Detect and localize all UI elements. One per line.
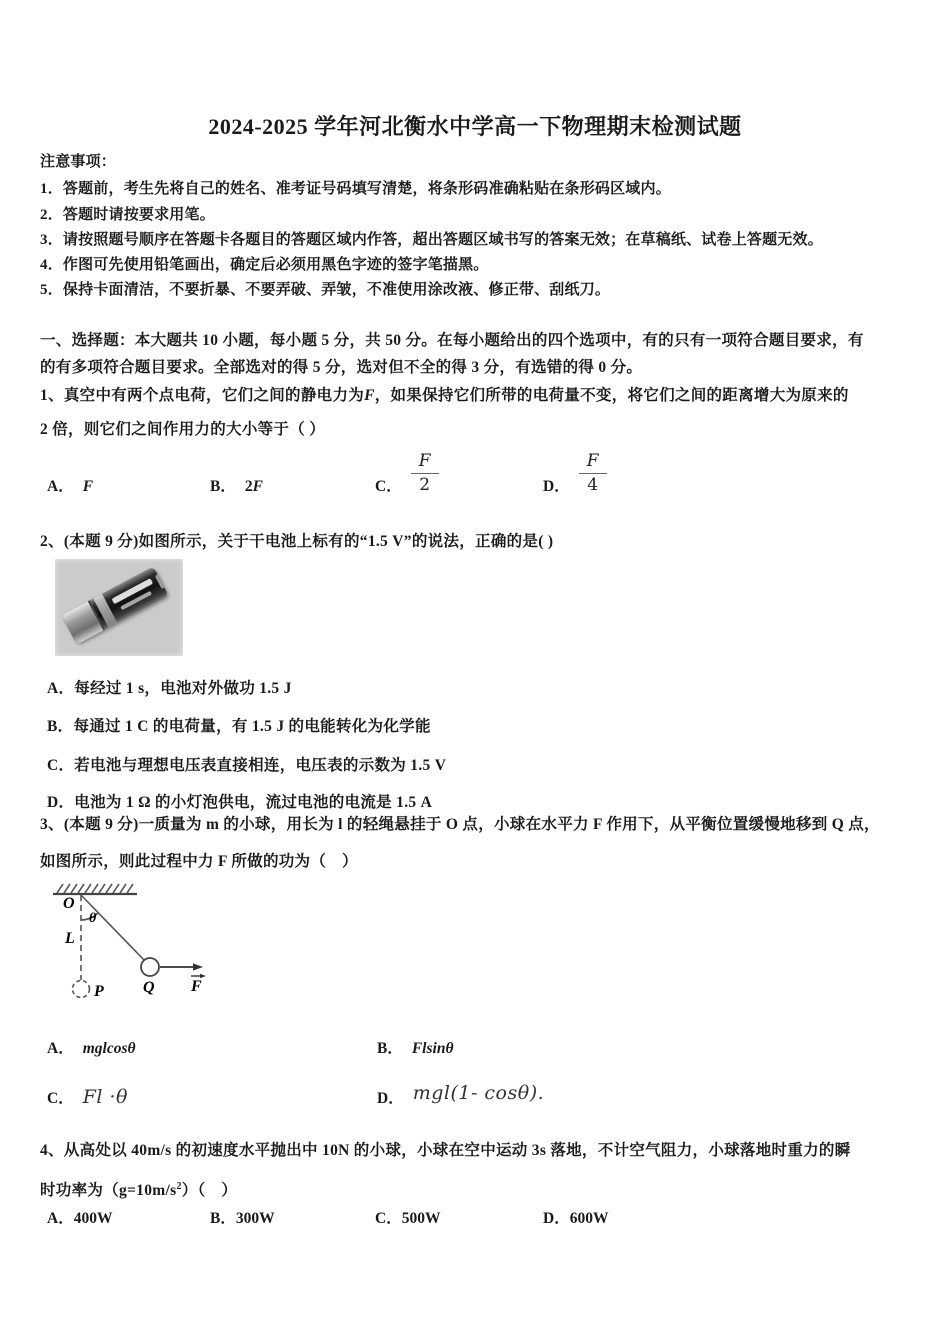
q1-option-d-letter: D． xyxy=(543,478,570,495)
notice-heading: 注意事项： xyxy=(40,154,117,170)
q4-stem-line2: 时功率为$(g=10m/s^2)$（ ） xyxy=(40,1180,238,1199)
section-heading-line2: 的有多项符合题目要求。全部选对的得 5 分，选对但不全的得 3 分，有选错的得 0 分。 xyxy=(40,359,643,376)
battery-photo xyxy=(55,559,183,656)
q3-stem-line2: 如图所示，则此过程中力 F 所做的功为（ ） xyxy=(40,853,358,870)
q1-stem-pre: 1、真空中有两个点电荷，它们之间的静电力为 xyxy=(40,387,365,404)
page-title: 2024-2025 学年河北衡水中学高一下物理期末检测试题 xyxy=(208,114,742,139)
q1-option-a xyxy=(47,474,93,496)
q3-figure-label-f: F xyxy=(191,978,202,995)
q3-figure-label-q: Q xyxy=(143,979,155,996)
q3-option-a xyxy=(47,1036,136,1058)
q3-figure-label-o: O xyxy=(63,895,75,912)
q3-option-d-letter: D． xyxy=(377,1090,404,1107)
q1-stem-post: ，如果保持它们所带的电荷量不变，将它们之间的距离增大为原来的 xyxy=(374,387,849,404)
q4-option-b: B．300W xyxy=(210,1210,275,1227)
q3-figure-label-p: P xyxy=(94,983,104,1000)
q3-figure-label-theta: θ xyxy=(89,911,97,926)
q3-options-row2 xyxy=(0,1076,950,1108)
q3-option-b xyxy=(377,1036,454,1058)
q1-option-b-value: 2F xyxy=(244,478,263,495)
q1-option-c-letter: C． xyxy=(375,478,402,495)
q3-option-c xyxy=(47,1086,128,1108)
q1-option-c xyxy=(375,451,439,497)
q3-option-a-letter: A． xyxy=(47,1040,74,1057)
battery-image xyxy=(61,567,168,645)
q3-figure xyxy=(45,880,235,1015)
q1-options-row xyxy=(0,444,950,496)
q4-options-row xyxy=(0,1206,950,1228)
q1-option-d xyxy=(543,451,607,497)
q4-option-d: D．600W xyxy=(543,1210,609,1227)
notice-item-3: 3．请按照题号顺序在答题卡各题目的答题区域内作答，超出答题区域书写的答案无效；在草稿纸、试卷上答题无效。 xyxy=(40,232,823,248)
notice-item-4: 4．作图可先使用铅笔画出，确定后必须用黑色字迹的签字笔描黑。 xyxy=(40,257,489,273)
q4-stem-line1: 4、从高处以 40m/s 的初速度水平抛出中 10N 的小球，小球在空中运动 3s 落地，不计空气阻力，小球落地时重力的瞬 xyxy=(40,1142,851,1159)
q3-option-a-value: mglcosθ xyxy=(82,1040,136,1057)
q1-option-b xyxy=(210,474,263,496)
q4-option-c: C．500W xyxy=(375,1210,441,1227)
q1-option-c-fraction: $\frac{F}{2}$ xyxy=(411,451,439,497)
q3-option-b-value: Flsinθ xyxy=(411,1040,454,1057)
q2-stem: 2、(本题 9 分)如图所示，关于干电池上标有的“1.5 V”的说法，正确的是( ) xyxy=(40,533,554,550)
q3-option-d xyxy=(377,1082,545,1108)
q4-option-a: A．400W xyxy=(47,1210,113,1227)
q2-option-a: A．每经过 1 s，电池对外做功 1.5 J xyxy=(47,680,292,697)
q1-stem-line2: 2 倍，则它们之间作用力的大小等于（ ） xyxy=(40,421,326,438)
notice-item-1: 1．答题前，考生先将自己的姓名、准考证号码填写清楚，将条形码准确粘贴在条形码区域内。 xyxy=(40,181,671,197)
notice-item-2: 2．答题时请按要求用笔。 xyxy=(40,207,215,223)
q3-option-d-value: mgl(1- cosθ). xyxy=(412,1082,545,1104)
q1-option-d-fraction: $\frac{F}{4}$ xyxy=(579,451,607,497)
q1-option-b-letter: B． xyxy=(210,478,236,495)
q2-option-d: D．电池为 1 Ω 的小灯泡供电，流过电池的电流是 1.5 A xyxy=(47,794,433,811)
q3-stem-line1: 3、(本题 9 分)一质量为 m 的小球，用长为 l 的轻绳悬挂于 O 点，小球在水平力 F 作用下，从平衡位置缓慢地移到 Q 点， xyxy=(40,816,880,833)
q3-figure-label-l: L xyxy=(65,930,75,947)
q1-stem-var-f: F xyxy=(364,387,375,404)
q3-option-c-letter: C． xyxy=(47,1090,74,1107)
q1-option-a-value: F xyxy=(82,478,94,495)
q2-option-c: C．若电池与理想电压表直接相连，电压表的示数为 1.5 V xyxy=(47,757,447,774)
q3-option-b-letter: B． xyxy=(377,1040,403,1057)
q1-stem-line1 xyxy=(40,383,849,405)
q3-options-row1 xyxy=(0,1030,950,1058)
q2-option-b: B．每通过 1 C 的电荷量，有 1.5 J 的电能转化为化学能 xyxy=(47,718,431,735)
q1-option-a-letter: A． xyxy=(47,478,74,495)
section-heading-line1: 一、选择题：本大题共 10 小题，每小题 5 分，共 50 分。在每小题给出的四个选项中，有的只有一项符合题目要求，有 xyxy=(40,332,864,349)
notice-item-5: 5．保持卡面清洁，不要折暴、不要弄破、弄皱，不准使用涂改液、修正带、刮纸刀。 xyxy=(40,282,611,298)
q3-option-c-value: Fl ·θ xyxy=(82,1086,128,1108)
